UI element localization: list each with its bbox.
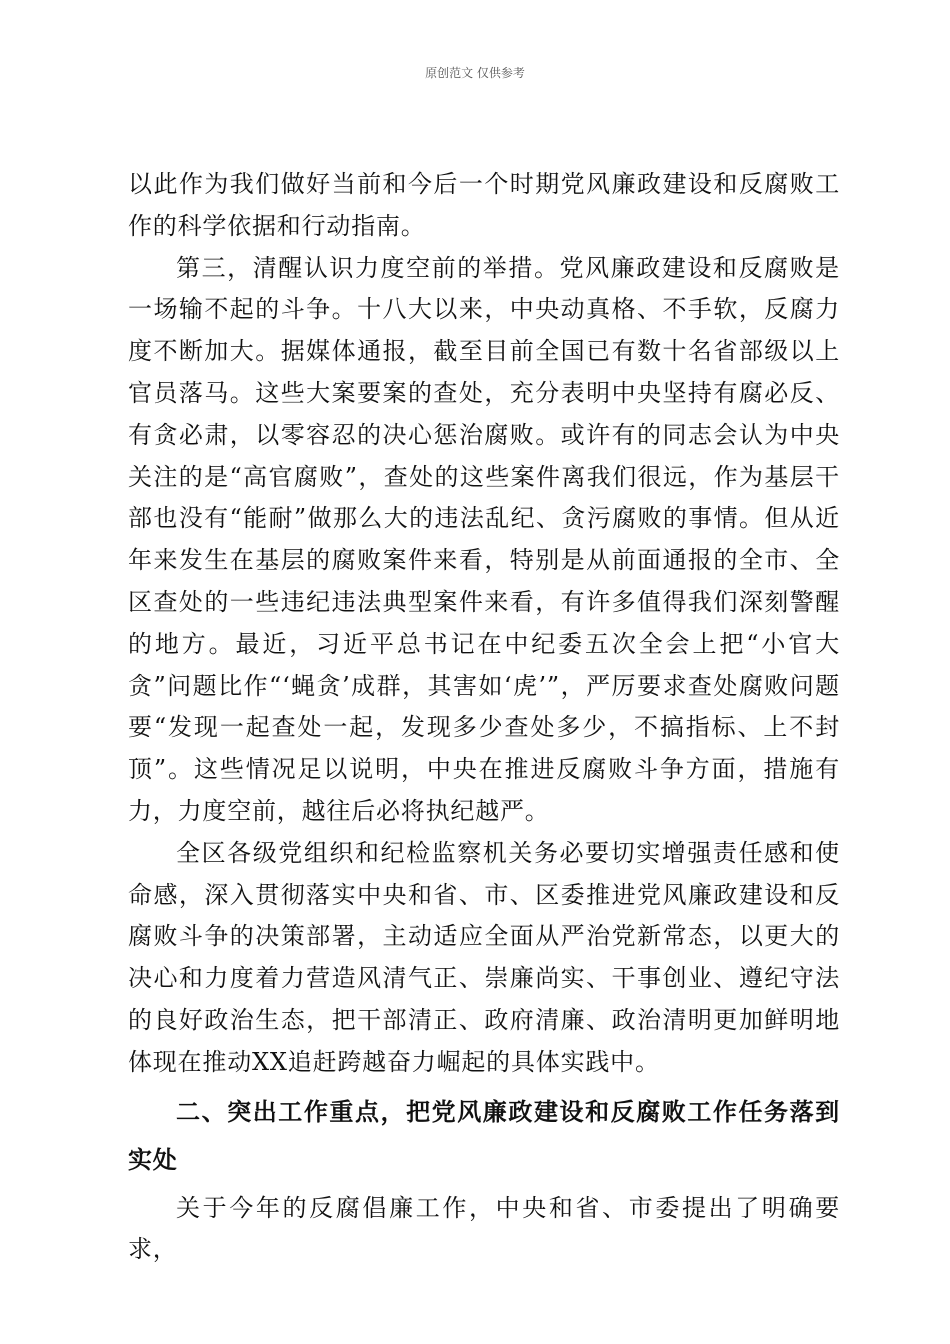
- paragraph-call-to-action: 全区各级党组织和纪检监察机关务必要切实增强责任感和使命感，深入贯彻落实中央和省、市、区委推进党风廉政建设和反腐败斗争的决策部署，主动适应全面从严治党新常态，以更大的决心和力度着力营造风清气正、崇廉尚实、干事创业、遵纪守法的良好政治生态，把干部清正、政府清廉、政治清明更加鲜明地体现在推动XX追赶跨越奋力崛起的具体实践中。: [128, 838, 840, 1076]
- document-body: [128, 164, 840, 1271]
- paragraph-section-intro: 关于今年的反腐倡廉工作，中央和省、市委提出了明确要求，: [128, 1193, 840, 1264]
- paragraph-continuation: 以此作为我们做好当前和今后一个时期党风廉政建设和反腐败工作的科学依据和行动指南。: [128, 170, 840, 240]
- paragraph-third-point: 第三，清醒认识力度空前的举措。党风廉政建设和反腐败是一场输不起的斗争。十八大以来，中央动真格、不手软，反腐力度不断加大。据媒体通报，截至目前全国已有数十名省部级以上官员落马。这些大案要案的查处，充分表明中央坚持有腐必反、有贪必肃，以零容忍的决心惩治腐败。或许有的同志会认为中央关注的是“高官腐败”，查处的这些案件离我们很远，作为基层干部也没有“能耐”做那么大的违法乱纪、贪污腐败的事情。但从近年来发生在基层的腐败案件来看，特别是从前面通报的全市、全区查处的一些违纪违法典型案件来看，有许多值得我们深刻警醒的地方。最近，习近平总书记在中纪委五次全会上把“小官大贪”问题比作“‘蝇贪’成群，其害如‘虎’”，严厉要求查处腐败问题要“发现一起查处一起，发现多少查处多少，不搞指标、上不封顶”。这些情况足以说明，中央在推进反腐败斗争方面，措施有力，力度空前，越往后必将执纪越严。: [128, 253, 840, 825]
- section-heading: 二、突出工作重点，把党风廉政建设和反腐败工作任务落到实处: [128, 1097, 840, 1174]
- page-header: 原创范文 仅供参考: [425, 66, 525, 80]
